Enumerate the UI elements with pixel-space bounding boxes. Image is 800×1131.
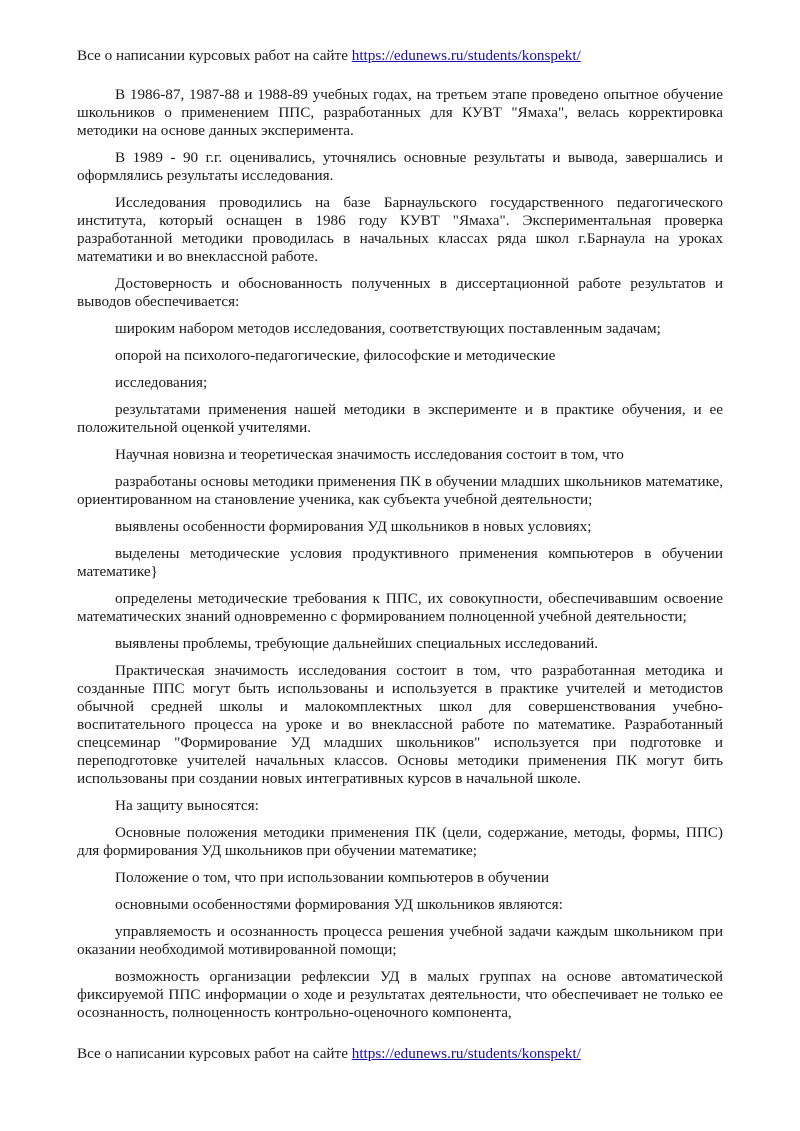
paragraph: исследования; bbox=[115, 374, 208, 391]
paragraph: Основные положения методики применения ПК (цели, содержание, методы, формы, ППС) для формирования УД школьников при обучении математике; bbox=[77, 824, 723, 859]
paragraph: опорой на психолого-педагогические, философские и методические bbox=[115, 347, 556, 364]
paragraph: выявлены особенности формирования УД школьников в новых условиях; bbox=[115, 518, 592, 535]
paragraph: В 1986-87, 1987-88 и 1988-89 учебных годах, на третьем этапе проведено опытное обучение школьников о применением ППС, разработанных для КУВТ "Ямаха", велась корректировка методики на основе данных эксперимента. bbox=[77, 86, 723, 139]
document-body bbox=[77, 86, 723, 1031]
paragraph: разработаны основы методики применения ПК в обучении младших школьников математике, ориентированном на становление ученика, как субъекта учебной деятельности; bbox=[77, 473, 723, 508]
paragraph: Достоверность и обоснованность полученных в диссертационной работе результатов и выводов обеспечивается: bbox=[77, 275, 723, 310]
paragraph: возможность организации рефлексии УД в малых группах на основе автоматической фиксируемой ППС информации о ходе и результатах деятельности, что обеспечивает не только ее осознанность, полноценность контрольно-оценочного компонента, bbox=[77, 968, 723, 1021]
paragraph: результатами применения нашей методики в эксперименте и в практике обучения, и ее положительной оценкой учителями. bbox=[77, 401, 723, 436]
paragraph: широким набором методов исследования, соответствующих поставленным задачам; bbox=[115, 320, 661, 337]
paragraph: определены методические требования к ППС, их совокупности, обеспечивавшим освоение математических знаний одновременно с формированием полноценной учебной деятельности; bbox=[77, 590, 723, 625]
footer-text: Все о написании курсовых работ на сайте bbox=[77, 1045, 352, 1062]
paragraph: управляемость и осознанность процесса решения учебной задачи каждым школьником при оказании необходимой мотивированной помощи; bbox=[77, 923, 723, 958]
paragraph: Исследования проводились на базе Барнаульского государственного педагогического института, который оснащен в 1986 году КУВТ "Ямаха". Экспериментальная проверка разработанной методики проводилась в начальных классах ряда школ г.Барнаула на уроках математики и во внеклассной работе. bbox=[77, 194, 723, 265]
paragraph: На защиту выносятся: bbox=[115, 797, 259, 814]
page-header bbox=[77, 47, 581, 65]
paragraph: основными особенностями формирования УД школьников являются: bbox=[115, 896, 563, 913]
footer-link[interactable]: https://edunews.ru/students/konspekt/ bbox=[351, 1045, 581, 1062]
header-text: Все о написании курсовых работ на сайте bbox=[77, 47, 352, 64]
paragraph: Научная новизна и теоретическая значимость исследования состоит в том, что bbox=[115, 446, 624, 463]
paragraph: выявлены проблемы, требующие дальнейших специальных исследований. bbox=[115, 635, 599, 652]
header-link[interactable]: https://edunews.ru/students/konspekt/ bbox=[351, 47, 581, 64]
paragraph: Практическая значимость исследования состоит в том, что разработанная методика и созданные ППС могут быть использованы и используется в практике учителей и методистов обычной средней школы и малокомплектных школ для совершенствования учебно-воспитательного процесса на уроке и во внеклассной работе по математике. Разработанный спецсеминар "Формирование УД младших школьников" используется при подготовке и переподготовке учителей начальных классов. Основы методики применения ПК могут бить использованы при создании новых интегративных курсов в начальной школе. bbox=[77, 662, 723, 787]
page-footer bbox=[77, 1045, 581, 1063]
paragraph: Положение о том, что при использовании компьютеров в обучении bbox=[115, 869, 550, 886]
paragraph: выделены методические условия продуктивного применения компьютеров в обучении математике} bbox=[77, 545, 723, 580]
paragraph: В 1989 - 90 г.г. оценивались, уточнялись основные результаты и вывода, завершались и оформлялись результаты исследования. bbox=[77, 149, 723, 184]
